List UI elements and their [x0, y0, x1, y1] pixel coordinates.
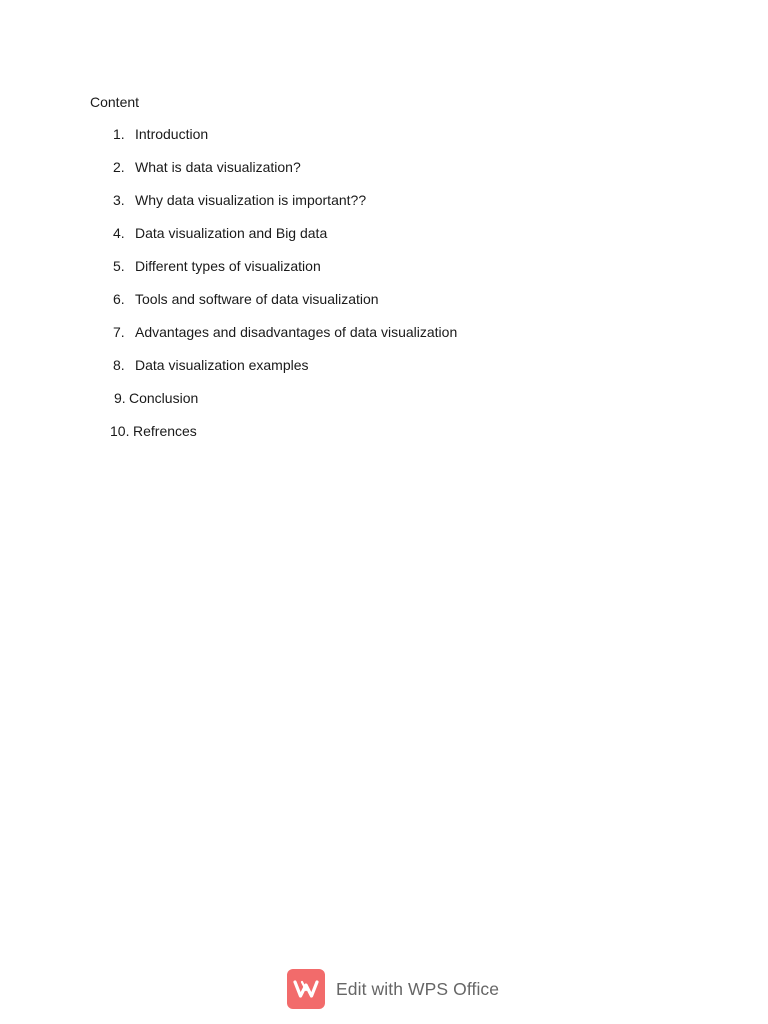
- toc-item-text: Introduction: [135, 126, 209, 142]
- toc-item-number: 1.: [113, 126, 125, 142]
- toc-item-text: Tools and software of data visualization: [135, 291, 379, 307]
- toc-item-number: 6.: [113, 291, 125, 307]
- wps-office-label: Edit with WPS Office: [336, 978, 500, 999]
- toc-item-number: 3.: [113, 192, 125, 208]
- toc-item-text: Different types of visualization: [135, 258, 321, 274]
- toc-item-number: 9.: [114, 390, 126, 406]
- toc-item-text: Refrences: [133, 423, 197, 439]
- toc-item-number: 4.: [113, 225, 125, 241]
- edit-with-wps-office-link[interactable]: [287, 969, 499, 1009]
- wps-office-logo-icon: [287, 969, 325, 1009]
- toc-item-text: What is data visualization?: [135, 159, 301, 175]
- toc-item-text: Conclusion: [129, 390, 199, 406]
- toc-item-text: Why data visualization is important??: [135, 192, 367, 208]
- toc-item-number: 7.: [113, 324, 125, 340]
- toc-item-number: 2.: [113, 159, 125, 175]
- contents-heading: Content: [90, 94, 140, 110]
- toc-item-number: 8.: [113, 357, 125, 373]
- toc-item-text: Data visualization examples: [135, 357, 309, 373]
- toc-item-number: 5.: [113, 258, 125, 274]
- toc-item-number: 10.: [110, 423, 130, 439]
- toc-item-text: Advantages and disadvantages of data visualization: [135, 324, 458, 340]
- toc-item-text: Data visualization and Big data: [135, 225, 328, 241]
